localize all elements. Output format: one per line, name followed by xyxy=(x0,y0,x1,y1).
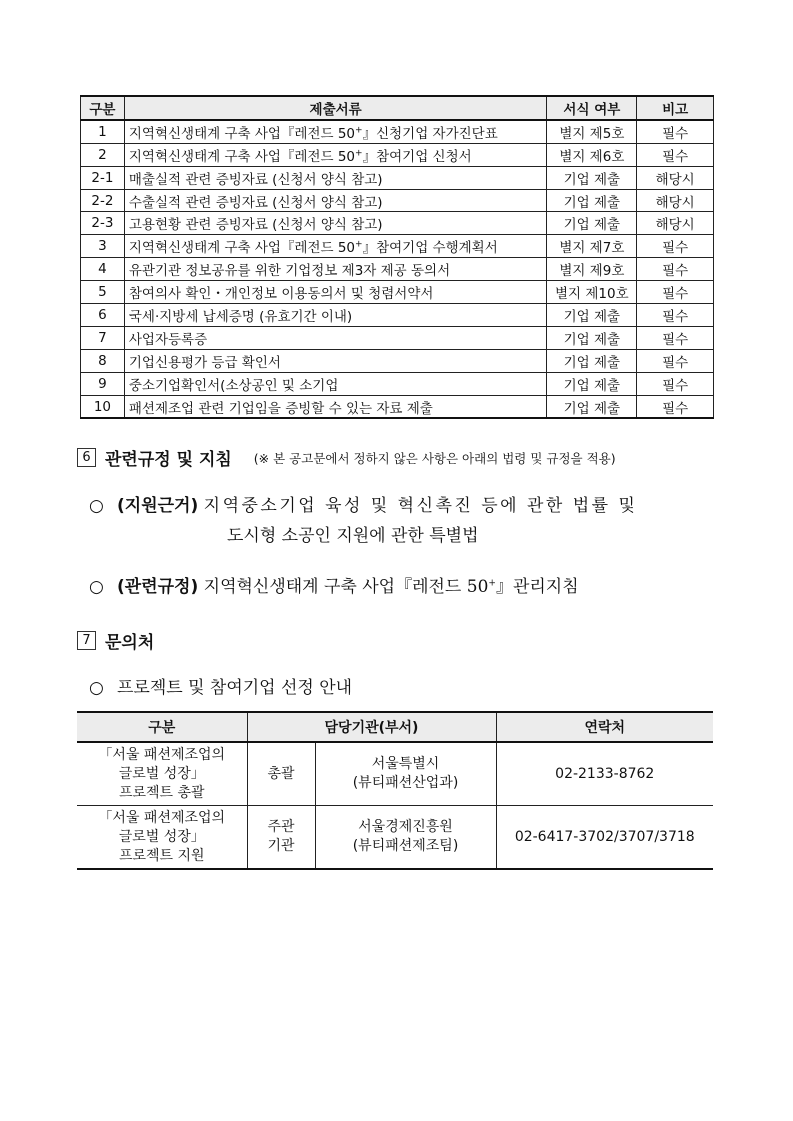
contact-phone: 02-2133-8762 xyxy=(496,742,713,806)
header-form: 서식 여부 xyxy=(547,96,637,120)
contact-role-line: 주관 xyxy=(267,819,295,835)
row-number: 2 xyxy=(81,143,125,166)
title-text: 고용현황 관련 증빙자료 (신청서 양식 참고) xyxy=(128,217,383,234)
contact-category xyxy=(77,742,247,806)
form-status: 기업 제출 xyxy=(547,326,637,349)
remark: 해당시 xyxy=(637,212,714,235)
contact-header-category: 구분 xyxy=(77,712,247,742)
title-text-suffix: 』신청기업 자가진단표 xyxy=(362,125,498,142)
row-number: 1 xyxy=(81,120,125,143)
contact-header-org: 담당기관(부서) xyxy=(247,712,496,742)
remark: 필수 xyxy=(637,281,714,304)
title-superscript: + xyxy=(355,239,363,250)
document-title xyxy=(124,166,547,189)
form-status: 기업 제출 xyxy=(547,166,637,189)
document-title xyxy=(124,143,547,166)
title-text: 매출실적 관련 증빙자료 (신청서 양식 참고) xyxy=(128,171,383,188)
document-title xyxy=(124,281,547,304)
document-title xyxy=(124,349,547,372)
contact-role xyxy=(247,742,315,806)
table-row xyxy=(81,395,714,418)
contact-org-line: 서울특별시 xyxy=(371,756,440,772)
title-text: 지역혁신생태계 구축 사업『레전드 50 xyxy=(128,240,356,257)
title-superscript: + xyxy=(355,148,363,159)
table-row xyxy=(81,372,714,395)
table-row xyxy=(81,281,714,304)
document-title xyxy=(124,372,547,395)
bullet-label: (지원근거) xyxy=(117,496,199,516)
title-text: 기업신용평가 등급 확인서 xyxy=(128,354,281,371)
contact-category xyxy=(77,806,247,870)
title-text-suffix: 』참여기업 신청서 xyxy=(362,148,472,165)
row-number: 8 xyxy=(81,349,125,372)
header-documents: 제출서류 xyxy=(124,96,547,120)
form-status: 별지 제9호 xyxy=(547,258,637,281)
form-status: 별지 제6호 xyxy=(547,143,637,166)
document-title xyxy=(124,304,547,327)
table-row xyxy=(81,235,714,258)
row-number: 2-1 xyxy=(81,166,125,189)
section-6-heading xyxy=(77,445,616,470)
contact-category-line: 「서울 패션제조업의 xyxy=(98,746,226,763)
title-text: 지역혁신생태계 구축 사업『레전드 50 xyxy=(128,148,356,165)
contact-table-body xyxy=(77,742,713,869)
remark: 해당시 xyxy=(637,189,714,212)
contact-org-line: (뷰티패션산업과) xyxy=(352,775,459,791)
contact-category-line: 글로벌 성장」 xyxy=(118,828,205,845)
document-title xyxy=(124,395,547,418)
section-number-box: 7 xyxy=(77,631,96,650)
contact-category-line: 프로젝트 총괄 xyxy=(118,784,205,801)
bullet-text: 프로젝트 및 참여기업 선정 안내 xyxy=(117,678,353,698)
table-row xyxy=(81,143,714,166)
section-title: 관련규정 및 지침 xyxy=(105,450,232,470)
bullet-related-rules xyxy=(89,572,579,602)
row-number: 7 xyxy=(81,326,125,349)
title-text: 국세·지방세 납세증명 (유효기간 이내) xyxy=(128,308,353,325)
document-title xyxy=(124,258,547,281)
row-number: 2-2 xyxy=(81,189,125,212)
form-status: 기업 제출 xyxy=(547,395,637,418)
row-number: 6 xyxy=(81,304,125,327)
remark: 필수 xyxy=(637,395,714,418)
form-status: 기업 제출 xyxy=(547,212,637,235)
contact-role xyxy=(247,806,315,870)
contact-row xyxy=(77,742,713,806)
bullet-text: 지역혁신생태계 구축 사업『레전드 50+』관리지침 xyxy=(203,577,579,597)
remark: 필수 xyxy=(637,235,714,258)
title-text: 사업자등록증 xyxy=(128,331,208,348)
form-status: 별지 제10호 xyxy=(547,281,637,304)
contact-phone: 02-6417-3702/3707/3718 xyxy=(496,806,713,870)
form-status: 별지 제5호 xyxy=(547,120,637,143)
contact-category-line: 글로벌 성장」 xyxy=(118,765,205,782)
header-remarks: 비고 xyxy=(637,96,714,120)
table-row xyxy=(81,304,714,327)
title-text: 중소기업확인서(소상공인 및 소기업 xyxy=(128,377,339,394)
form-status: 기업 제출 xyxy=(547,189,637,212)
bullet-inquiry xyxy=(89,673,352,703)
remark: 필수 xyxy=(637,143,714,166)
contact-org xyxy=(315,742,496,806)
document-title xyxy=(124,326,547,349)
bullet-text-line1: 지역중소기업 육성 및 혁신촉진 등에 관한 법률 및 xyxy=(203,496,638,516)
remark: 필수 xyxy=(637,304,714,327)
bullet-mark: ○ xyxy=(89,577,104,597)
table-row xyxy=(81,326,714,349)
form-status: 기업 제출 xyxy=(547,304,637,327)
row-number: 9 xyxy=(81,372,125,395)
form-status: 별지 제7호 xyxy=(547,235,637,258)
section-number-box: 6 xyxy=(77,448,96,467)
table-header-row xyxy=(81,96,714,120)
contact-org xyxy=(315,806,496,870)
row-number: 4 xyxy=(81,258,125,281)
contact-category-line: 「서울 패션제조업의 xyxy=(98,809,226,826)
contact-org-line: 서울경제진흥원 xyxy=(358,819,453,835)
title-text: 패션제조업 관련 기업임을 증빙할 수 있는 자료 제출 xyxy=(128,400,433,417)
title-superscript: + xyxy=(355,125,363,136)
table-row xyxy=(81,212,714,235)
remark: 해당시 xyxy=(637,166,714,189)
remark: 필수 xyxy=(637,326,714,349)
form-status: 기업 제출 xyxy=(547,372,637,395)
document-title xyxy=(124,212,547,235)
form-status: 기업 제출 xyxy=(547,349,637,372)
remark: 필수 xyxy=(637,349,714,372)
table-row xyxy=(81,120,714,143)
documents-table-body xyxy=(81,120,714,419)
title-text-suffix: 』참여기업 수행계획서 xyxy=(362,240,498,257)
contact-header-phone: 연락처 xyxy=(496,712,713,742)
row-number: 2-3 xyxy=(81,212,125,235)
document-title xyxy=(124,189,547,212)
header-category: 구분 xyxy=(81,96,125,120)
remark: 필수 xyxy=(637,258,714,281)
contact-category-line: 프로젝트 지원 xyxy=(118,847,205,864)
section-note: (※ 본 공고문에서 정하지 않은 사항은 아래의 법령 및 규정을 적용) xyxy=(253,450,616,466)
section-title: 문의처 xyxy=(105,633,155,653)
contact-org-line: (뷰티패션제조팀) xyxy=(352,838,459,854)
contact-table xyxy=(77,711,713,870)
table-row xyxy=(81,258,714,281)
table-row xyxy=(81,189,714,212)
section-7-heading xyxy=(77,628,154,653)
required-documents-table xyxy=(80,95,714,419)
row-number: 10 xyxy=(81,395,125,418)
title-text: 유관기관 정보공유를 위한 기업정보 제3자 제공 동의서 xyxy=(128,263,451,280)
bullet-label: (관련규정) xyxy=(117,577,199,597)
document-title xyxy=(124,120,547,143)
table-row xyxy=(81,349,714,372)
table-row xyxy=(81,166,714,189)
row-number: 5 xyxy=(81,281,125,304)
contact-role-line: 총괄 xyxy=(267,765,295,782)
bullet-mark: ○ xyxy=(89,678,104,698)
title-text: 수출실적 관련 증빙자료 (신청서 양식 참고) xyxy=(128,194,383,211)
remark: 필수 xyxy=(637,372,714,395)
title-text: 참여의사 확인・개인정보 이용동의서 및 청렴서약서 xyxy=(128,286,434,303)
contact-header-row xyxy=(77,712,713,742)
title-text: 지역혁신생태계 구축 사업『레전드 50 xyxy=(128,125,356,142)
remark: 필수 xyxy=(637,120,714,143)
contact-row xyxy=(77,806,713,870)
contact-role-line: 기관 xyxy=(267,838,295,854)
row-number: 3 xyxy=(81,235,125,258)
bullet-legal-basis xyxy=(89,491,719,551)
document-title xyxy=(124,235,547,258)
bullet-text-line2: 도시형 소공인 지원에 관한 특별법 xyxy=(227,526,479,546)
bullet-mark: ○ xyxy=(89,496,104,516)
